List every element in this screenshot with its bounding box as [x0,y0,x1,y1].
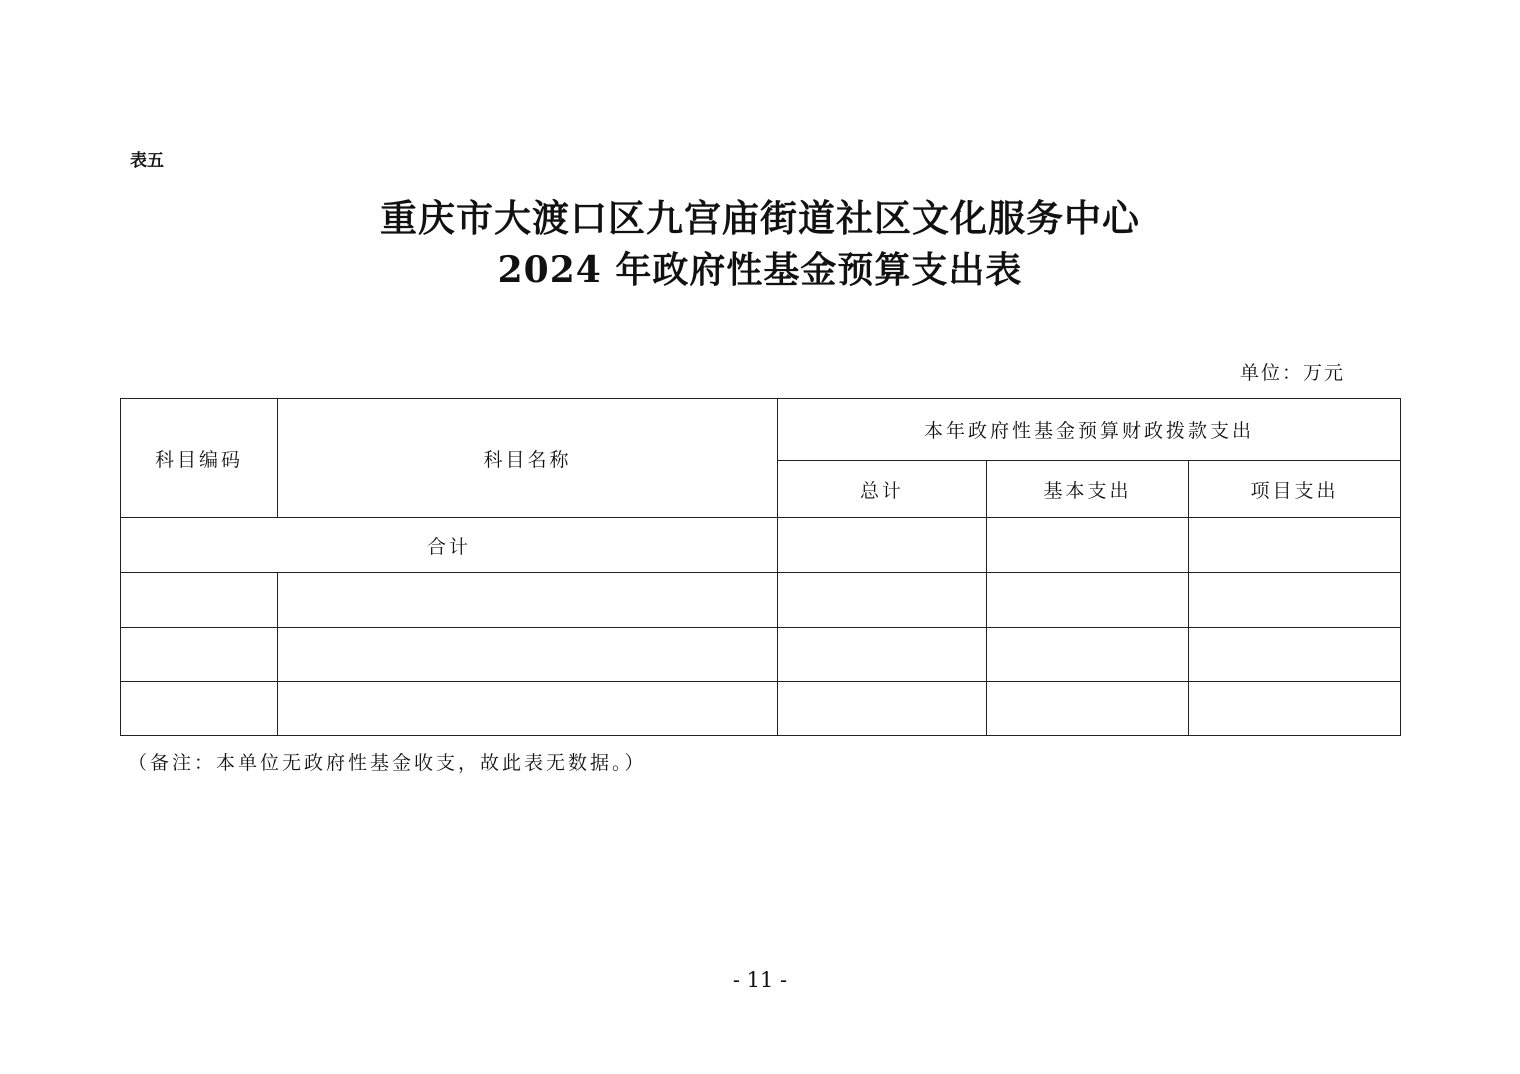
table-row [121,681,1401,735]
row-project [1189,627,1401,681]
table-label: 表五 [130,151,164,171]
row-name [278,681,778,735]
summary-label: 合计 [121,518,778,573]
table-row [121,573,1401,627]
page-title: 重庆市大渡口区九宫庙街道社区文化服务中心 [380,196,1140,240]
header-project: 项目支出 [1189,461,1401,518]
header-group: 本年政府性基金预算财政拨款支出 [778,399,1401,461]
row-code [121,681,278,735]
summary-project [1189,518,1401,573]
header-row-top [121,399,1401,461]
row-basic [987,627,1189,681]
table-row [121,627,1401,681]
row-project [1189,681,1401,735]
summary-total [778,518,987,573]
row-basic [987,573,1189,627]
row-code [121,573,278,627]
page-subtitle: 2024 年政府性基金预算支出表 [497,249,1023,291]
header-name: 科目名称 [278,399,778,518]
header-basic: 基本支出 [987,461,1189,518]
row-name [278,627,778,681]
row-name [278,573,778,627]
header-total: 总计 [778,461,987,518]
row-total [778,627,987,681]
page-number: - 11 - [732,968,788,992]
summary-basic [987,518,1189,573]
unit-label: 单位：万元 [1240,362,1346,384]
budget-table [120,398,1401,736]
row-total [778,573,987,627]
footnote: （备注：本单位无政府性基金收支，故此表无数据。） [128,752,647,774]
row-code [121,627,278,681]
row-total [778,681,987,735]
summary-row [121,518,1401,573]
row-project [1189,573,1401,627]
header-code: 科目编码 [121,399,278,518]
row-basic [987,681,1189,735]
